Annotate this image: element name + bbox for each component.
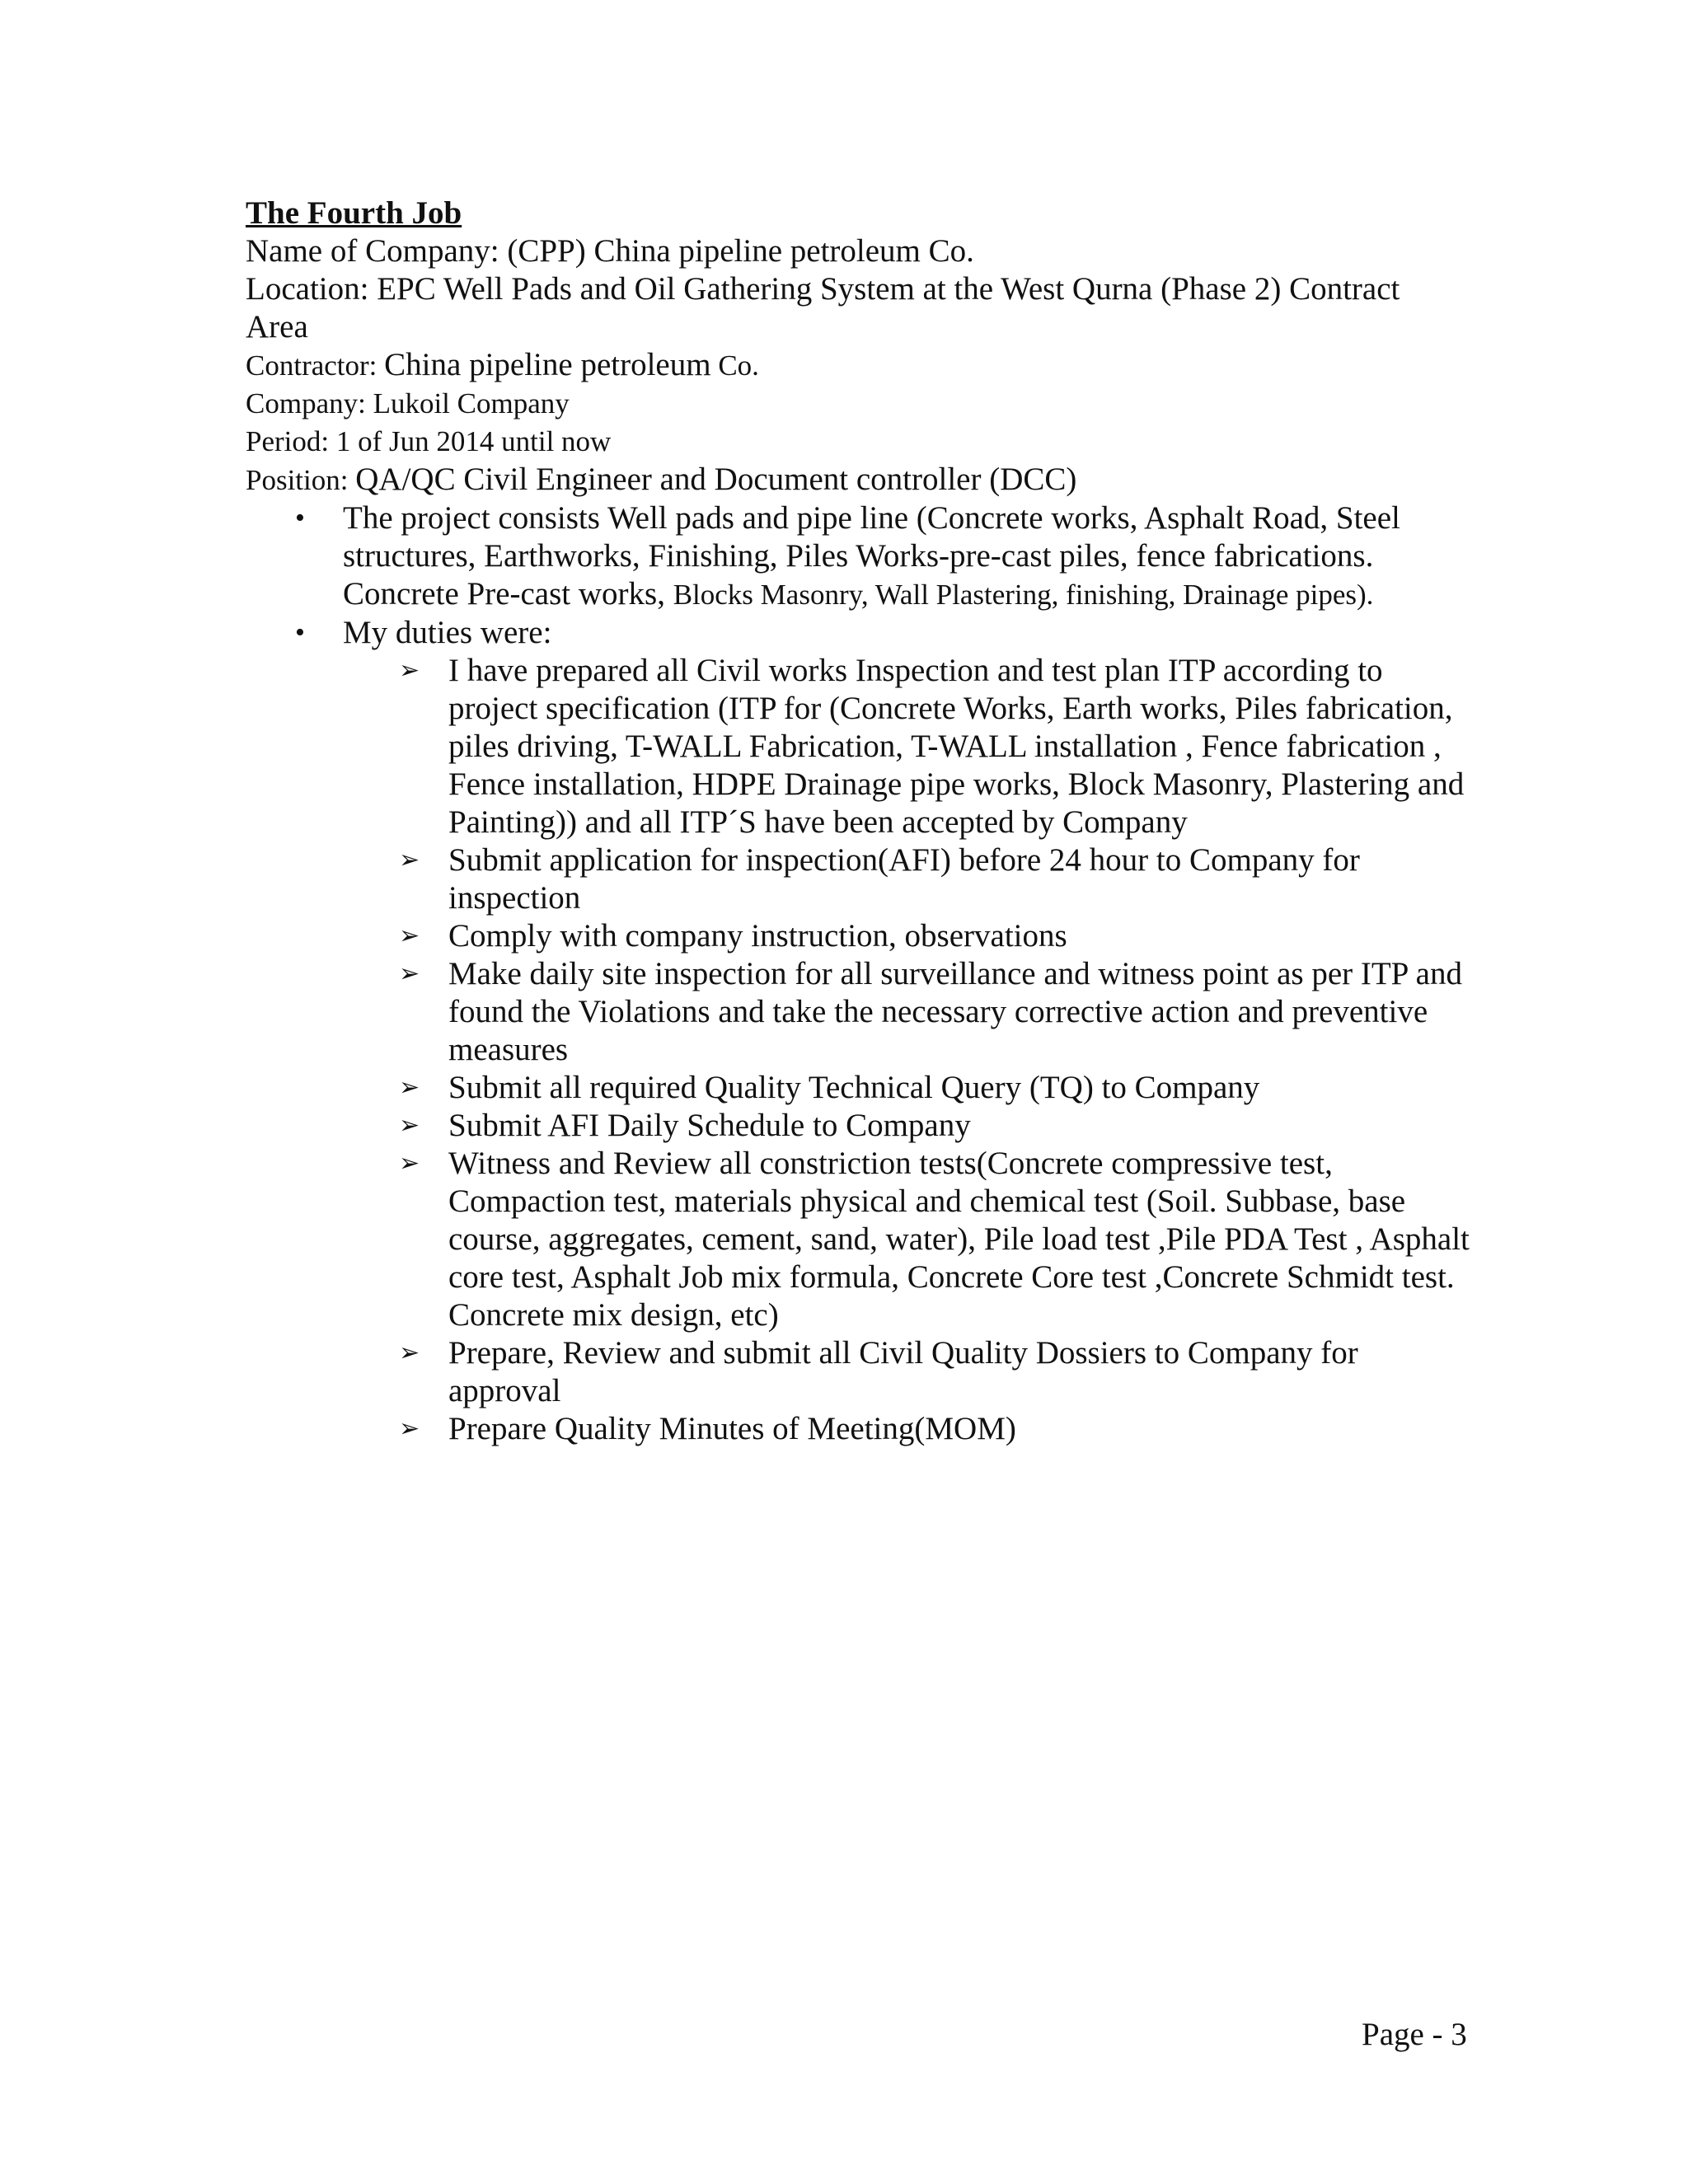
- contractor-label: Contractor:: [246, 349, 385, 382]
- duty-item: [246, 1107, 1470, 1145]
- duty-text: Comply with company instruction, observations: [448, 918, 1067, 954]
- duty-text: Witness and Review all constriction tests(Concrete compressive test, Compaction test, materials physical and chemical test (Soil. Subbase, base course, aggregates, cement, sand, water), Pile load test ,Pile PDA Test , Asphalt core test, Asphalt Job mix formula, Concrete Core test ,Concrete Schmidt test. Concrete mix design, etc): [448, 1146, 1470, 1333]
- duty-item: [246, 1145, 1470, 1334]
- contractor-line: [246, 346, 1482, 385]
- bullet-dot-icon: •: [295, 503, 305, 533]
- duty-item: [246, 1069, 1470, 1107]
- duty-item: [246, 1334, 1470, 1410]
- arrowhead-bullet-icon: ➢: [399, 1338, 420, 1367]
- location-line: Location: EPC Well Pads and Oil Gathering System at the West Qurna (Phase 2) Contract Area: [246, 271, 1400, 344]
- duty-item: [246, 841, 1470, 917]
- bullet-text-small: Blocks Masonry, Wall Plastering, finishing, Drainage pipes).: [673, 579, 1374, 611]
- duty-text: Prepare Quality Minutes of Meeting(MOM): [448, 1411, 1016, 1446]
- duty-text: Submit all required Quality Technical Query (TQ) to Company: [448, 1070, 1260, 1105]
- arrowhead-bullet-icon: ➢: [399, 1073, 420, 1102]
- duty-text: Prepare, Review and submit all Civil Quality Dossiers to Company for approval: [448, 1335, 1358, 1408]
- bullet-list: [246, 499, 1482, 652]
- bullet-item-project: [246, 499, 1447, 614]
- bullet-text: My duties were:: [343, 615, 552, 650]
- arrowhead-bullet-icon: ➢: [399, 846, 420, 874]
- duty-item: [246, 652, 1470, 841]
- arrowhead-bullet-icon: ➢: [399, 921, 420, 950]
- company-line: Company: Lukoil Company: [246, 387, 570, 419]
- duty-item: [246, 955, 1470, 1069]
- position-line: [246, 461, 1482, 499]
- period-line: Period: 1 of Jun 2014 until now: [246, 425, 612, 457]
- duty-item: [246, 1410, 1470, 1448]
- bullet-dot-icon: •: [295, 617, 305, 648]
- bullet-item-duties: [246, 614, 1447, 652]
- duty-text: Submit AFI Daily Schedule to Company: [448, 1108, 971, 1143]
- contractor-suffix: Co.: [710, 349, 759, 382]
- position-value: QA/QC Civil Engineer and Document controller (DCC): [355, 462, 1077, 497]
- duties-list: [246, 652, 1482, 1448]
- arrowhead-bullet-icon: ➢: [399, 1414, 420, 1443]
- bullet-text: The project consists Well pads and pipe line (Concrete works, Asphalt Road, Steel structures, Earthworks, Finishing, Piles Works-pre-cast piles, fence fabrications. Concrete Pre-cast works,: [343, 500, 1400, 612]
- page-number: Page - 3: [1362, 2017, 1467, 2052]
- duty-text: Submit application for inspection(AFI) before 24 hour to Company for inspection: [448, 842, 1360, 916]
- contractor-value: China pipeline petroleum: [384, 347, 711, 382]
- arrowhead-bullet-icon: ➢: [399, 959, 420, 988]
- job-section: [246, 194, 1482, 1448]
- position-label: Position:: [246, 464, 356, 496]
- duty-text: I have prepared all Civil works Inspection and test plan ITP according to project specification (ITP for (Concrete Works, Earth works, Piles fabrication, piles driving, T-WALL Fabrication, T-WALL installation , Fence fabrication , Fence installation, HDPE Drainage pipe works, Block Masonry, Plastering and Painting)) and all ITP´S have been accepted by Company: [448, 653, 1465, 840]
- duty-text: Make daily site inspection for all surveillance and witness point as per ITP and found the Violations and take the necessary corrective action and preventive measures: [448, 956, 1462, 1067]
- arrowhead-bullet-icon: ➢: [399, 1149, 420, 1178]
- duty-item: [246, 917, 1470, 955]
- arrowhead-bullet-icon: ➢: [399, 1111, 420, 1140]
- arrowhead-bullet-icon: ➢: [399, 656, 420, 685]
- section-heading: The Fourth Job: [246, 195, 462, 231]
- company-name-line: Name of Company: (CPP) China pipeline petroleum Co.: [246, 233, 974, 269]
